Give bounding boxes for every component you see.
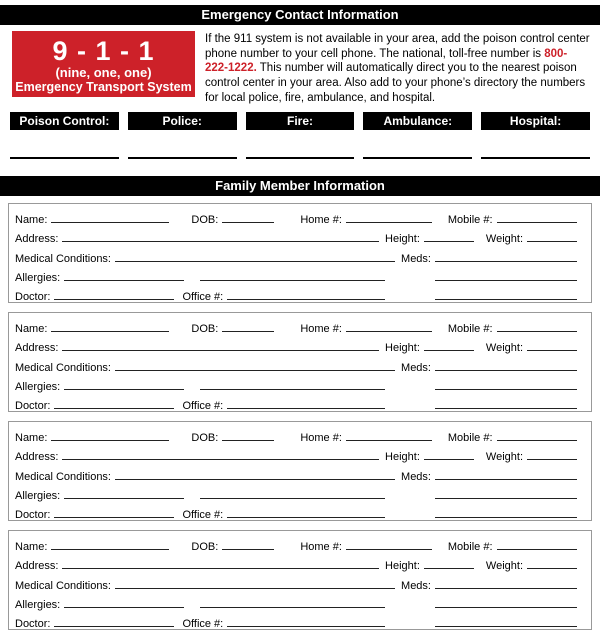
name-write-line: [51, 549, 169, 550]
doctor-write-line: [54, 626, 174, 627]
member-row-medical: [15, 354, 577, 373]
address-label: Address:: [15, 560, 59, 573]
meds-write-line: [435, 588, 577, 589]
family-member-card: [8, 203, 592, 303]
intro-text-after: This number will automatically direct you to the nearest poison control center in your area. Also add to your phone’s directory the numbers for local police, fire, ambulance, and hospital.: [205, 62, 586, 104]
address-write-line: [62, 241, 379, 242]
meds-extra-write-line: [435, 389, 577, 390]
contact-column-ambulance: [363, 112, 472, 159]
medical-conditions-label: Medical Conditions:: [15, 361, 111, 374]
medical-conditions-write-line: [115, 479, 395, 480]
intro-text-before: If the 911 system is not available in your area, add the poison control center phone number to your cell phone. The national, toll-free number is: [205, 33, 590, 60]
doctor-write-line: [54, 299, 174, 300]
meds-extra-write-line: [435, 607, 577, 608]
allergies-label: Allergies:: [15, 598, 61, 611]
badge-911-caption: (nine, one, one): [55, 65, 152, 80]
police-label: Police:: [128, 112, 237, 130]
family-member-card: [8, 421, 592, 521]
allergies-label: Allergies:: [15, 380, 61, 393]
intro-paragraph: [205, 31, 590, 107]
dob-label: DOB:: [191, 432, 219, 445]
height-write-line: [424, 350, 474, 351]
office-phone-write-line: [227, 626, 385, 627]
doctor-write-line: [54, 517, 174, 518]
member-row-doctor: [15, 611, 577, 630]
name-write-line: [51, 222, 169, 223]
doctor-label: Doctor:: [15, 508, 51, 521]
allergies-write-line: [64, 389, 184, 390]
meds-write-line: [435, 261, 577, 262]
allergies-write-line: [64, 498, 184, 499]
address-write-line: [62, 568, 379, 569]
member-row-allergies: [15, 374, 577, 393]
allergies-write-line: [64, 607, 184, 608]
address-write-line: [62, 350, 379, 351]
doctor-label: Doctor:: [15, 617, 51, 630]
mobile-phone-write-line: [497, 440, 577, 441]
allergies-label: Allergies:: [15, 271, 61, 284]
weight-label: Weight:: [485, 342, 523, 355]
member-row-identity: [15, 316, 577, 335]
allergies-extra-write-line: [200, 607, 385, 608]
home-phone-write-line: [346, 222, 432, 223]
office-phone-write-line: [227, 299, 385, 300]
home-phone-label: Home #:: [300, 323, 342, 336]
allergies-label: Allergies:: [15, 489, 61, 502]
member-row-doctor: [15, 284, 577, 303]
office-phone-label: Office #:: [182, 290, 224, 303]
meds-write-line: [435, 479, 577, 480]
mobile-phone-label: Mobile #:: [447, 323, 493, 336]
contact-column-hospital: [481, 112, 590, 159]
medical-conditions-write-line: [115, 261, 395, 262]
meds-extra-write-line-2: [435, 517, 577, 518]
member-row-identity: [15, 534, 577, 553]
name-label: Name:: [15, 432, 48, 445]
office-phone-write-line: [227, 408, 385, 409]
meds-label: Meds:: [401, 252, 431, 265]
member-row-doctor: [15, 502, 577, 521]
height-label: Height:: [385, 451, 420, 464]
ambulance-label: Ambulance:: [363, 112, 472, 130]
doctor-label: Doctor:: [15, 399, 51, 412]
meds-extra-write-line: [435, 498, 577, 499]
badge-911-number: 9 - 1 - 1: [52, 36, 155, 66]
poison-control-write-line: [10, 155, 119, 159]
poison-control-phone-number: 800-222-1222.: [205, 47, 568, 75]
allergies-extra-write-line: [200, 498, 385, 499]
meds-write-line: [435, 370, 577, 371]
dob-write-line: [222, 331, 274, 332]
weight-label: Weight:: [485, 560, 523, 573]
office-phone-label: Office #:: [182, 399, 224, 412]
top-section: [12, 31, 590, 107]
emergency-header-bar: [0, 5, 600, 25]
home-phone-write-line: [346, 440, 432, 441]
dob-write-line: [222, 549, 274, 550]
address-label: Address:: [15, 451, 59, 464]
poison-control-label: Poison Control:: [10, 112, 119, 130]
name-write-line: [51, 440, 169, 441]
doctor-write-line: [54, 408, 174, 409]
height-write-line: [424, 241, 474, 242]
dob-write-line: [222, 440, 274, 441]
height-write-line: [424, 459, 474, 460]
meds-label: Meds:: [401, 579, 431, 592]
hospital-write-line: [481, 155, 590, 159]
meds-extra-write-line-2: [435, 626, 577, 627]
weight-write-line: [527, 568, 577, 569]
medical-conditions-write-line: [115, 370, 395, 371]
weight-label: Weight:: [485, 233, 523, 246]
mobile-phone-write-line: [497, 331, 577, 332]
home-phone-label: Home #:: [300, 541, 342, 554]
family-member-card: [8, 530, 592, 630]
hospital-label: Hospital:: [481, 112, 590, 130]
office-phone-label: Office #:: [182, 617, 224, 630]
height-label: Height:: [385, 233, 420, 246]
member-row-identity: [15, 425, 577, 444]
name-label: Name:: [15, 541, 48, 554]
meds-extra-write-line-2: [435, 299, 577, 300]
office-phone-write-line: [227, 517, 385, 518]
family-member-list: [8, 203, 592, 630]
dob-write-line: [222, 222, 274, 223]
member-row-allergies: [15, 592, 577, 611]
mobile-phone-write-line: [497, 222, 577, 223]
contact-column-police: [128, 112, 237, 159]
member-row-medical: [15, 463, 577, 482]
emergency-header-title: Emergency Contact Information: [201, 7, 399, 22]
mobile-phone-label: Mobile #:: [447, 541, 493, 554]
weight-write-line: [527, 350, 577, 351]
badge-911: [12, 31, 195, 97]
allergies-write-line: [64, 280, 184, 281]
family-header-title: Family Member Information: [215, 178, 385, 193]
contact-column-fire: [246, 112, 355, 159]
member-row-medical: [15, 572, 577, 591]
name-label: Name:: [15, 323, 48, 336]
mobile-phone-write-line: [497, 549, 577, 550]
doctor-label: Doctor:: [15, 290, 51, 303]
office-phone-label: Office #:: [182, 508, 224, 521]
home-phone-label: Home #:: [300, 214, 342, 227]
member-row-allergies: [15, 483, 577, 502]
address-label: Address:: [15, 342, 59, 355]
member-row-address: [15, 335, 577, 354]
home-phone-write-line: [346, 331, 432, 332]
meds-label: Meds:: [401, 361, 431, 374]
allergies-extra-write-line: [200, 280, 385, 281]
fire-label: Fire:: [246, 112, 355, 130]
medical-conditions-label: Medical Conditions:: [15, 252, 111, 265]
meds-label: Meds:: [401, 470, 431, 483]
member-row-doctor: [15, 393, 577, 412]
weight-write-line: [527, 459, 577, 460]
weight-write-line: [527, 241, 577, 242]
member-row-allergies: [15, 265, 577, 284]
contact-column-poison-control: [10, 112, 119, 159]
family-member-card: [8, 312, 592, 412]
medical-conditions-label: Medical Conditions:: [15, 470, 111, 483]
address-write-line: [62, 459, 379, 460]
member-row-address: [15, 226, 577, 245]
meds-extra-write-line-2: [435, 408, 577, 409]
dob-label: DOB:: [191, 541, 219, 554]
member-row-address: [15, 444, 577, 463]
address-label: Address:: [15, 233, 59, 246]
dob-label: DOB:: [191, 214, 219, 227]
height-label: Height:: [385, 342, 420, 355]
mobile-phone-label: Mobile #:: [447, 214, 493, 227]
fire-write-line: [246, 155, 355, 159]
dob-label: DOB:: [191, 323, 219, 336]
height-label: Height:: [385, 560, 420, 573]
weight-label: Weight:: [485, 451, 523, 464]
meds-extra-write-line: [435, 280, 577, 281]
name-label: Name:: [15, 214, 48, 227]
home-phone-label: Home #:: [300, 432, 342, 445]
ambulance-write-line: [363, 155, 472, 159]
home-phone-write-line: [346, 549, 432, 550]
name-write-line: [51, 331, 169, 332]
allergies-extra-write-line: [200, 389, 385, 390]
member-row-medical: [15, 245, 577, 264]
member-row-address: [15, 553, 577, 572]
height-write-line: [424, 568, 474, 569]
member-row-identity: [15, 207, 577, 226]
emergency-contacts-row: [10, 112, 590, 159]
police-write-line: [128, 155, 237, 159]
badge-911-subtitle: Emergency Transport System: [15, 80, 192, 94]
mobile-phone-label: Mobile #:: [447, 432, 493, 445]
family-header-bar: [0, 176, 600, 196]
medical-conditions-write-line: [115, 588, 395, 589]
medical-conditions-label: Medical Conditions:: [15, 579, 111, 592]
